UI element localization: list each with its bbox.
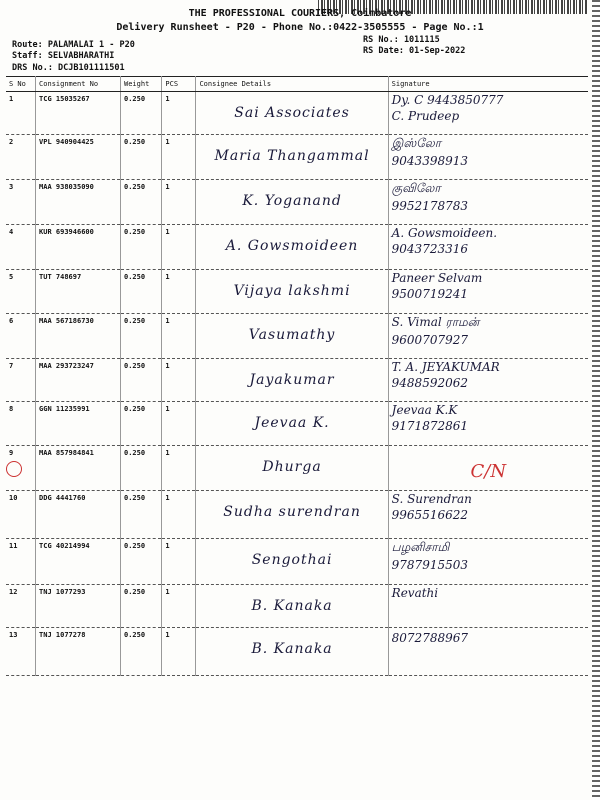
row-consignment-no: TNJ 1077278	[36, 628, 121, 676]
row-consignee-cell	[196, 491, 388, 539]
row-weight: 0.250	[121, 225, 162, 270]
row-consignee-cell	[196, 359, 388, 402]
row-signature-cell	[388, 180, 588, 225]
consignee-name: Jayakumar	[249, 372, 335, 388]
table-row	[6, 135, 588, 180]
row-consignment-no: TCG 40214994	[36, 539, 121, 585]
table-row	[6, 491, 588, 539]
row-consignment-no: KUR 693946600	[36, 225, 121, 270]
row-weight: 0.250	[121, 135, 162, 180]
row-weight: 0.250	[121, 92, 162, 135]
table-row	[6, 270, 588, 314]
row-weight: 0.250	[121, 491, 162, 539]
row-consignee-cell	[196, 628, 388, 676]
col-consignment-no: Consignment No	[36, 77, 121, 92]
row-pcs: 1	[162, 180, 196, 225]
signature-line-2: C. Prudeep	[391, 109, 460, 123]
row-sno: 4	[6, 225, 36, 270]
row-pcs: 1	[162, 135, 196, 180]
table-row	[6, 225, 588, 270]
row-consignment-no: MAA 938035090	[36, 180, 121, 225]
row-pcs: 1	[162, 225, 196, 270]
row-signature-cell	[388, 270, 588, 314]
row-signature-cell	[388, 628, 588, 676]
row-consignee-cell	[196, 446, 388, 491]
row-sno: 7	[6, 359, 36, 402]
signature-line-1: Dy. C 9443850777	[391, 93, 504, 107]
consignee-name: Vijaya lakshmi	[233, 283, 351, 299]
row-consignment-no: VPL 940904425	[36, 135, 121, 180]
consignee-name: Vasumathy	[248, 327, 336, 343]
consignee-name: Sudha surendran	[223, 504, 361, 520]
runsheet-subtitle: Delivery Runsheet - P20 - Phone No.:0422-3505555 - Page No.:1	[116, 22, 484, 33]
row-sno: 13	[6, 628, 36, 676]
signature-line-2: 9500719241	[391, 287, 469, 301]
route-label: Route: PALAMALAI 1 - P20	[12, 40, 135, 50]
signature-line-1: Jeevaa K.K	[391, 403, 458, 417]
col-weight: Weight	[121, 77, 162, 92]
row-weight: 0.250	[121, 585, 162, 628]
rs-number: RS No.: 1011115	[363, 35, 440, 45]
table-row	[6, 314, 588, 359]
row-signature-cell	[388, 135, 588, 180]
signature-line-1: இஸ்லோ	[391, 136, 441, 150]
signature-line-2: 9043398913	[391, 154, 469, 168]
signature-line-2: 8072788967	[391, 631, 469, 645]
row-signature-cell	[388, 446, 588, 491]
row-pcs: 1	[162, 92, 196, 135]
consignee-name: Dhurga	[262, 459, 322, 475]
signature-line-1: A. Gowsmoideen.	[391, 226, 498, 240]
row-consignment-no: TNJ 1077293	[36, 585, 121, 628]
table-row	[6, 402, 588, 446]
row-sno: 12	[6, 585, 36, 628]
signature-line-2: 9787915503	[391, 558, 469, 572]
row-consignment-no: MAA 293723247	[36, 359, 121, 402]
signature-line-1: பழனிசாமி	[391, 540, 450, 554]
page-edge-strip	[592, 0, 600, 800]
row-pcs: 1	[162, 314, 196, 359]
row-consignee-cell	[196, 314, 388, 359]
consignee-name: A. Gowsmoideen	[225, 238, 359, 254]
row-sno: 11	[6, 539, 36, 585]
consignee-name: B. Kanaka	[251, 641, 333, 657]
consignee-name: Sengothai	[251, 552, 333, 568]
col-signature: Signature	[388, 77, 588, 92]
row-pcs: 1	[162, 491, 196, 539]
table-row	[6, 628, 588, 676]
table-row	[6, 92, 588, 135]
rs-date: RS Date: 01-Sep-2022	[363, 46, 466, 56]
row-pcs: 1	[162, 446, 196, 491]
signature-line-2: 9488592062	[391, 376, 469, 390]
row-9-circle-mark	[6, 461, 22, 477]
row-consignment-no: MAA 567186730	[36, 314, 121, 359]
signature-line-1: S. Vimal ராமன்	[391, 315, 480, 329]
row-signature-cell	[388, 539, 588, 585]
row-sno: 5	[6, 270, 36, 314]
row-weight: 0.250	[121, 270, 162, 314]
signature-line-1: T. A. JEYAKUMAR	[391, 360, 500, 374]
row-weight: 0.250	[121, 539, 162, 585]
row-signature-cell	[388, 314, 588, 359]
signature-line-1: Revathi	[391, 586, 439, 600]
signature-line-1: குவிலோ	[391, 181, 441, 195]
signature-line-2: 9600707927	[391, 333, 469, 347]
drs-number: DRS No.: DCJB101111501	[12, 63, 125, 73]
row-consignment-no: TUT 748697	[36, 270, 121, 314]
signature-line-1: Paneer Selvam	[391, 271, 483, 285]
row-consignment-no: GGN 11235991	[36, 402, 121, 446]
runsheet-table	[6, 76, 588, 676]
row-sno: 9	[6, 446, 36, 491]
staff-label: Staff: SELVABHARATHI	[12, 51, 115, 61]
row-consignee-cell	[196, 225, 388, 270]
row-consignee-cell	[196, 402, 388, 446]
company-title: THE PROFESSIONAL COURIERS, Coimbatore	[188, 8, 412, 19]
row-consignee-cell	[196, 539, 388, 585]
col-consignee: Consignee Details	[196, 77, 388, 92]
row-signature-cell	[388, 585, 588, 628]
col-pcs: PCS	[162, 77, 196, 92]
signature-line-2: 9043723316	[391, 242, 469, 256]
row-signature-cell	[388, 359, 588, 402]
table-header-row	[6, 77, 588, 92]
row-pcs: 1	[162, 270, 196, 314]
row-sno: 6	[6, 314, 36, 359]
signature-line-1: S. Surendran	[391, 492, 472, 506]
row-consignee-cell	[196, 180, 388, 225]
row-consignee-cell	[196, 135, 388, 180]
row-consignee-cell	[196, 92, 388, 135]
signature-line-2: 9965516622	[391, 508, 469, 522]
signature-line-2: 9952178783	[391, 199, 469, 213]
row-weight: 0.250	[121, 628, 162, 676]
consignee-name: B. Kanaka	[251, 598, 333, 614]
row-signature-cell	[388, 491, 588, 539]
table-row	[6, 539, 588, 585]
row-weight: 0.250	[121, 359, 162, 402]
row-signature-cell	[388, 92, 588, 135]
row-pcs: 1	[162, 585, 196, 628]
row-pcs: 1	[162, 402, 196, 446]
row-consignment-no: TCG 15035267	[36, 92, 121, 135]
signature-line-1: C/N	[470, 461, 507, 482]
row-consignment-no: MAA 857984841	[36, 446, 121, 491]
row-sno: 10	[6, 491, 36, 539]
row-weight: 0.250	[121, 180, 162, 225]
consignee-name: Maria Thangammal	[214, 148, 370, 164]
consignee-name: K. Yoganand	[242, 193, 342, 209]
row-signature-cell	[388, 225, 588, 270]
consignee-name: Sai Associates	[234, 105, 350, 121]
row-sno: 1	[6, 92, 36, 135]
row-sno: 2	[6, 135, 36, 180]
consignee-name: Jeevaa K.	[254, 415, 330, 431]
col-sno: S No	[6, 77, 36, 92]
table-row	[6, 180, 588, 225]
table-row	[6, 446, 588, 491]
row-weight: 0.250	[121, 314, 162, 359]
row-pcs: 1	[162, 359, 196, 402]
row-consignee-cell	[196, 270, 388, 314]
row-pcs: 1	[162, 539, 196, 585]
row-consignment-no: DDG 4441760	[36, 491, 121, 539]
signature-line-2: 9171872861	[391, 419, 469, 433]
row-weight: 0.250	[121, 402, 162, 446]
row-sno: 8	[6, 402, 36, 446]
row-pcs: 1	[162, 628, 196, 676]
table-row	[6, 585, 588, 628]
row-consignee-cell	[196, 585, 388, 628]
row-sno: 3	[6, 180, 36, 225]
table-row	[6, 359, 588, 402]
row-weight: 0.250	[121, 446, 162, 491]
row-signature-cell	[388, 402, 588, 446]
